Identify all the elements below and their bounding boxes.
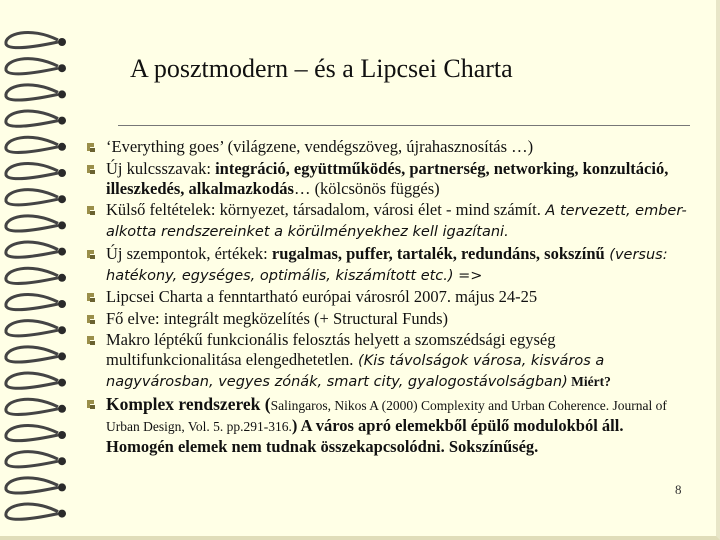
bullet-icon [84, 247, 98, 261]
item-italic-text: A tervezett, ember-alkotta rendszereinket a körülményekhez kell igazítani. [106, 203, 687, 240]
spiral-ring [6, 452, 58, 467]
binding-hole [58, 326, 66, 334]
list-item [84, 244, 694, 286]
item-bold-text: rugalmas, puffer, tartalék, redundáns, sokszínű [271, 243, 605, 263]
item-text: Lipcsei Charta a fenntartható európai városról 2007. május 24-25 [106, 287, 538, 306]
bullet-icon [84, 162, 98, 176]
list-item [84, 330, 694, 392]
item-text: Külső feltételek: környezet, társadalom, városi élet - mind számít. [106, 200, 541, 219]
spiral-ring [6, 373, 58, 388]
binding-hole [58, 274, 66, 282]
spiral-ring [6, 242, 58, 257]
item-text: Fő elve: integrált megközelítés (+ Structural Funds) [106, 308, 448, 328]
title-divider [118, 125, 690, 126]
spiral-ring [6, 32, 58, 47]
binding-hole [58, 248, 66, 256]
binding-hole [58, 169, 66, 177]
spiral-binding [0, 0, 80, 540]
item-text: Új szempontok, értékek: [106, 243, 272, 263]
item-bold-text: ) A város apró elemekből épülő modulokból áll. Homogén elemek nem tudnak összekapcsolódni. Sokszínűség. [106, 415, 624, 456]
binding-hole [58, 195, 66, 203]
item-text: ‘Everything goes’ (világzene, vendégszöveg, újrahasznosítás …) [106, 137, 534, 156]
binding-hole [58, 483, 66, 491]
bullet-icon [84, 140, 98, 154]
spiral-ring [6, 85, 58, 100]
item-bold-text: Miért? [567, 374, 611, 389]
list-item [84, 309, 694, 329]
spiral-ring [6, 504, 58, 519]
spiral-ring [6, 347, 58, 362]
item-text: Makro léptékű funkcionális felosztás helyett a szomszédsági egység multifunkcionalitása elengedhetetlen. [106, 330, 556, 369]
item-text: Új kulcsszavak: [106, 158, 216, 178]
binding-hole [58, 38, 66, 46]
bullet-icon [84, 290, 98, 304]
binding-hole [58, 510, 66, 518]
spiral-ring [6, 163, 58, 178]
spiral-ring [6, 399, 58, 414]
binding-hole [58, 352, 66, 360]
binding-hole [58, 143, 66, 151]
spiral-ring [6, 294, 58, 309]
binding-hole [58, 221, 66, 229]
binding-hole [58, 300, 66, 308]
item-bold-text: Komplex rendszerek ( [106, 393, 271, 414]
binding-hole [58, 117, 66, 125]
slide-title: A posztmodern – és a Lipcsei Charta [130, 54, 513, 83]
spiral-ring [6, 268, 58, 283]
spiral-ring [6, 111, 58, 126]
list-item [84, 137, 694, 157]
item-bold-text: integráció, együttműködés, partnerség, networking, konzultáció, illeszkedés, alkalmazkodás [106, 158, 669, 198]
list-item [84, 394, 694, 457]
bullet-icon [84, 203, 98, 217]
item-citation-text: Salingaros, Nikos A (2000) Complexity and Urban Coherence. Journal of Urban Design, Vol. 5. pp.291-316. [106, 397, 667, 434]
binding-hole [58, 64, 66, 72]
spiral-ring [6, 59, 58, 74]
bullet-icon [84, 397, 98, 411]
list-item [84, 200, 694, 242]
bullet-list [84, 137, 694, 458]
list-item [84, 159, 694, 199]
binding-hole [58, 90, 66, 98]
spiral-ring [6, 425, 58, 440]
spiral-ring [6, 190, 58, 205]
spiral-ring [6, 478, 58, 493]
binding-hole [58, 457, 66, 465]
item-text: … (kölcsönös függés) [293, 178, 440, 198]
page-number: 8 [675, 482, 682, 497]
item-italic-text: (Kis távolságok városa, kisváros a nagyvárosban, vegyes zónák, smart city, gyalogostávolságban) [106, 353, 605, 390]
item-italic-text: (versus: hatékony, egységes, optimális, kiszámított etc.) => [106, 246, 668, 284]
binding-hole [58, 431, 66, 439]
list-item [84, 287, 694, 307]
bullet-icon [84, 312, 98, 326]
spiral-ring [6, 321, 58, 336]
bullet-icon [84, 333, 98, 347]
binding-hole [58, 405, 66, 413]
binding-hole [58, 379, 66, 387]
spiral-ring [6, 216, 58, 231]
spiral-ring [6, 137, 58, 152]
